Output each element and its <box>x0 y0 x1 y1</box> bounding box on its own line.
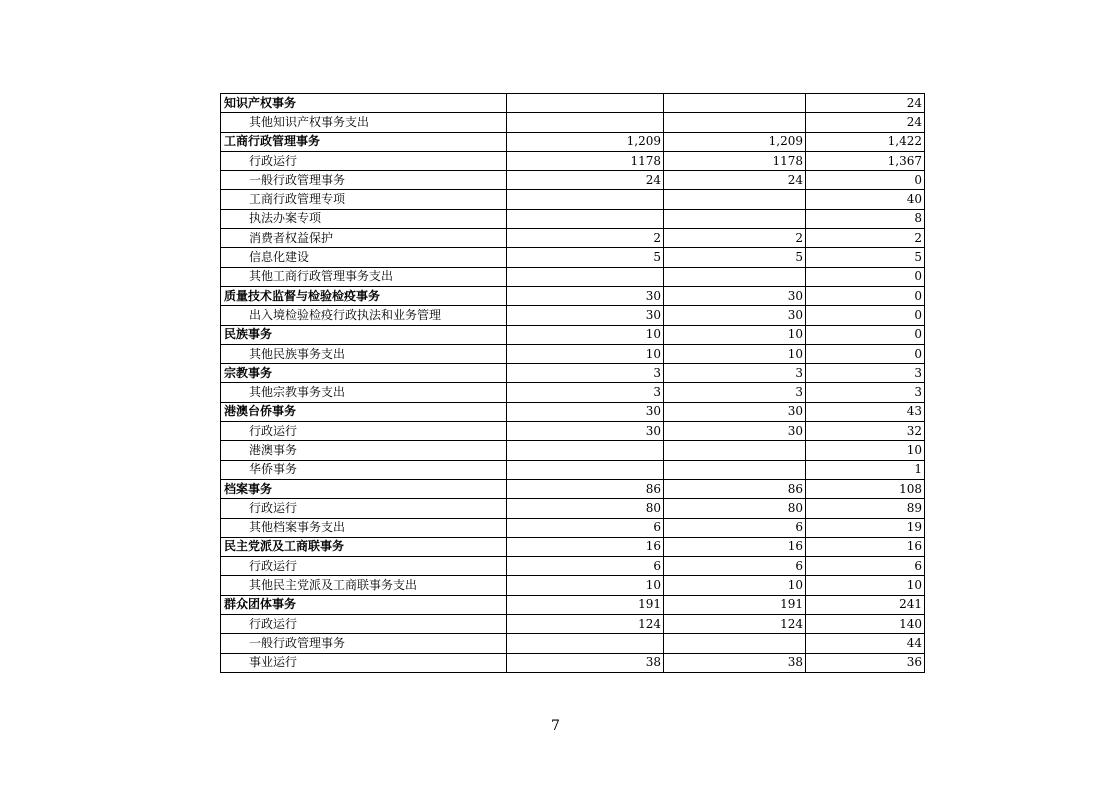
actual-value-cell: 1,367 <box>806 151 925 170</box>
budget-value-cell <box>507 190 664 209</box>
subitem-row <box>221 460 925 479</box>
budget-value-cell <box>664 460 806 479</box>
subitem-row <box>221 151 925 170</box>
budget-value-cell: 1,209 <box>507 132 664 151</box>
item-name-cell: 事业运行 <box>221 653 507 672</box>
actual-value-cell: 1 <box>806 460 925 479</box>
actual-value-cell: 6 <box>806 557 925 576</box>
budget-value-cell: 80 <box>507 499 664 518</box>
budget-value-cell <box>664 209 806 228</box>
budget-value-cell: 38 <box>507 653 664 672</box>
actual-value-cell: 2 <box>806 229 925 248</box>
actual-value-cell: 8 <box>806 209 925 228</box>
item-name-cell: 港澳事务 <box>221 441 507 460</box>
category-row <box>221 94 925 113</box>
budget-value-cell <box>507 441 664 460</box>
budget-value-cell <box>664 94 806 113</box>
budget-value-cell: 1,209 <box>664 132 806 151</box>
item-name-cell: 华侨事务 <box>221 460 507 479</box>
item-name-cell: 行政运行 <box>221 499 507 518</box>
item-name-cell: 民族事务 <box>221 325 507 344</box>
actual-value-cell: 24 <box>806 113 925 132</box>
subitem-row <box>221 171 925 190</box>
budget-value-cell: 3 <box>507 383 664 402</box>
item-name-cell: 行政运行 <box>221 615 507 634</box>
budget-value-cell: 191 <box>507 595 664 614</box>
item-name-cell: 知识产权事务 <box>221 94 507 113</box>
budget-value-cell <box>507 634 664 653</box>
budget-value-cell: 5 <box>507 248 664 267</box>
actual-value-cell: 89 <box>806 499 925 518</box>
item-name-cell: 其他知识产权事务支出 <box>221 113 507 132</box>
budget-table-body <box>221 94 925 673</box>
category-row <box>221 132 925 151</box>
budget-value-cell: 30 <box>664 402 806 421</box>
budget-value-cell: 30 <box>507 286 664 305</box>
actual-value-cell: 108 <box>806 479 925 498</box>
budget-value-cell: 3 <box>664 383 806 402</box>
budget-value-cell: 80 <box>664 499 806 518</box>
item-name-cell: 其他民主党派及工商联事务支出 <box>221 576 507 595</box>
budget-value-cell <box>664 634 806 653</box>
budget-value-cell <box>507 94 664 113</box>
subitem-row <box>221 383 925 402</box>
budget-value-cell <box>507 460 664 479</box>
budget-value-cell: 30 <box>664 286 806 305</box>
budget-value-cell: 5 <box>664 248 806 267</box>
budget-value-cell: 1178 <box>507 151 664 170</box>
actual-value-cell: 10 <box>806 576 925 595</box>
budget-value-cell: 6 <box>507 518 664 537</box>
item-name-cell: 一般行政管理事务 <box>221 171 507 190</box>
subitem-row <box>221 267 925 286</box>
item-name-cell: 行政运行 <box>221 557 507 576</box>
actual-value-cell: 1,422 <box>806 132 925 151</box>
actual-value-cell: 3 <box>806 383 925 402</box>
budget-value-cell: 2 <box>664 229 806 248</box>
budget-value-cell: 191 <box>664 595 806 614</box>
budget-value-cell <box>664 441 806 460</box>
category-row <box>221 325 925 344</box>
page-number: 7 <box>551 718 560 734</box>
budget-value-cell <box>507 113 664 132</box>
item-name-cell: 一般行政管理事务 <box>221 634 507 653</box>
budget-value-cell: 24 <box>507 171 664 190</box>
actual-value-cell: 140 <box>806 615 925 634</box>
item-name-cell: 信息化建设 <box>221 248 507 267</box>
actual-value-cell: 10 <box>806 441 925 460</box>
subitem-row <box>221 576 925 595</box>
item-name-cell: 工商行政管理专项 <box>221 190 507 209</box>
subitem-row <box>221 209 925 228</box>
budget-value-cell: 10 <box>507 576 664 595</box>
budget-value-cell: 1178 <box>664 151 806 170</box>
actual-value-cell: 40 <box>806 190 925 209</box>
item-name-cell: 行政运行 <box>221 422 507 441</box>
item-name-cell: 消费者权益保护 <box>221 229 507 248</box>
budget-value-cell: 10 <box>507 325 664 344</box>
item-name-cell: 工商行政管理事务 <box>221 132 507 151</box>
subitem-row <box>221 634 925 653</box>
budget-value-cell <box>664 190 806 209</box>
actual-value-cell: 16 <box>806 537 925 556</box>
budget-value-cell: 3 <box>507 364 664 383</box>
item-name-cell: 其他宗教事务支出 <box>221 383 507 402</box>
budget-value-cell: 30 <box>664 422 806 441</box>
actual-value-cell: 0 <box>806 267 925 286</box>
budget-value-cell: 30 <box>507 422 664 441</box>
budget-value-cell: 86 <box>664 479 806 498</box>
item-name-cell: 档案事务 <box>221 479 507 498</box>
subitem-row <box>221 422 925 441</box>
budget-value-cell: 6 <box>664 518 806 537</box>
budget-value-cell: 30 <box>507 402 664 421</box>
actual-value-cell: 32 <box>806 422 925 441</box>
budget-value-cell: 10 <box>664 325 806 344</box>
actual-value-cell: 0 <box>806 325 925 344</box>
category-row <box>221 595 925 614</box>
subitem-row <box>221 248 925 267</box>
item-name-cell: 港澳台侨事务 <box>221 402 507 421</box>
item-name-cell: 宗教事务 <box>221 364 507 383</box>
subitem-row <box>221 113 925 132</box>
subitem-row <box>221 229 925 248</box>
category-row <box>221 537 925 556</box>
budget-value-cell: 30 <box>664 306 806 325</box>
subitem-row <box>221 615 925 634</box>
budget-value-cell: 16 <box>664 537 806 556</box>
budget-value-cell: 16 <box>507 537 664 556</box>
actual-value-cell: 0 <box>806 171 925 190</box>
subitem-row <box>221 344 925 363</box>
actual-value-cell: 241 <box>806 595 925 614</box>
actual-value-cell: 44 <box>806 634 925 653</box>
actual-value-cell: 3 <box>806 364 925 383</box>
budget-value-cell <box>507 267 664 286</box>
subitem-row <box>221 653 925 672</box>
category-row <box>221 364 925 383</box>
actual-value-cell: 24 <box>806 94 925 113</box>
item-name-cell: 执法办案专项 <box>221 209 507 228</box>
budget-value-cell: 124 <box>664 615 806 634</box>
budget-value-cell: 3 <box>664 364 806 383</box>
budget-value-cell: 86 <box>507 479 664 498</box>
budget-value-cell <box>664 267 806 286</box>
budget-value-cell: 38 <box>664 653 806 672</box>
budget-table <box>220 93 925 673</box>
item-name-cell: 质量技术监督与检验检疫事务 <box>221 286 507 305</box>
budget-value-cell <box>507 209 664 228</box>
item-name-cell: 出入境检验检疫行政执法和业务管理 <box>221 306 507 325</box>
actual-value-cell: 36 <box>806 653 925 672</box>
item-name-cell: 其他民族事务支出 <box>221 344 507 363</box>
budget-value-cell: 10 <box>664 576 806 595</box>
actual-value-cell: 0 <box>806 286 925 305</box>
actual-value-cell: 43 <box>806 402 925 421</box>
actual-value-cell: 0 <box>806 306 925 325</box>
category-row <box>221 286 925 305</box>
budget-value-cell: 10 <box>664 344 806 363</box>
budget-value-cell: 6 <box>664 557 806 576</box>
actual-value-cell: 5 <box>806 248 925 267</box>
category-row <box>221 479 925 498</box>
budget-value-cell: 24 <box>664 171 806 190</box>
subitem-row <box>221 518 925 537</box>
actual-value-cell: 19 <box>806 518 925 537</box>
budget-value-cell: 2 <box>507 229 664 248</box>
item-name-cell: 群众团体事务 <box>221 595 507 614</box>
subitem-row <box>221 441 925 460</box>
budget-value-cell: 6 <box>507 557 664 576</box>
budget-value-cell: 124 <box>507 615 664 634</box>
budget-value-cell: 10 <box>507 344 664 363</box>
subitem-row <box>221 557 925 576</box>
subitem-row <box>221 190 925 209</box>
budget-value-cell <box>664 113 806 132</box>
category-row <box>221 402 925 421</box>
subitem-row <box>221 499 925 518</box>
subitem-row <box>221 306 925 325</box>
item-name-cell: 行政运行 <box>221 151 507 170</box>
item-name-cell: 民主党派及工商联事务 <box>221 537 507 556</box>
budget-value-cell: 30 <box>507 306 664 325</box>
item-name-cell: 其他档案事务支出 <box>221 518 507 537</box>
actual-value-cell: 0 <box>806 344 925 363</box>
item-name-cell: 其他工商行政管理事务支出 <box>221 267 507 286</box>
